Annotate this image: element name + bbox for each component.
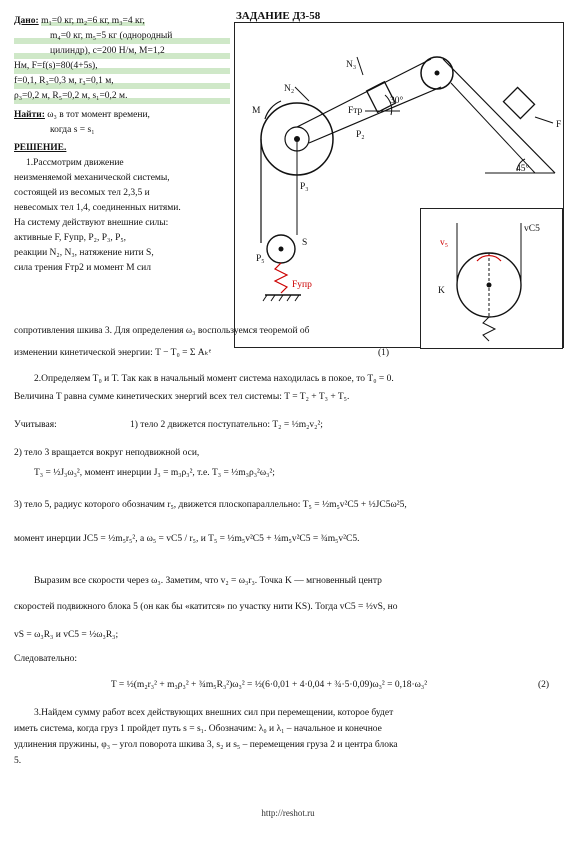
section-2-line-3: 1) тело 2 движется поступательно: T₂ = ½m₂v₂²;	[130, 420, 323, 430]
section-2-line-8: Выразим все скорости через ω₃. Заметим, что v₂ = ω₃r₃. Точка K — мгновенный центр	[34, 576, 382, 586]
velocity-inset	[420, 208, 563, 349]
section-3-line-1: 3.Найдем сумму работ всех действующих внешних сил при перемещении, которое будет	[34, 708, 394, 718]
find-text-2: когда s = s₁	[50, 125, 95, 135]
label-s: S	[302, 238, 308, 248]
solution-line-2: неизменяемой механической системы,	[14, 173, 170, 183]
section-3-line-3: удлинения пружины, φ₃ – угол поворота шкива 3, s₂ и s₅ – перемещения груза 2 и центра блока	[14, 740, 398, 750]
find-label: Найти:	[14, 110, 45, 120]
solution-line-7: реакции N₂, N₃, натяжение нити S,	[14, 248, 154, 258]
given-line-4: Нм, F=f(s)=80(4+5s),	[14, 59, 230, 74]
solution-line-5: На систему действуют внешние силы:	[14, 218, 169, 228]
eq-1-number: (1)	[378, 348, 390, 358]
section-2-line-9: скоростей подвижного блока 5 (он как бы «катится» по участку нити KS). Тогда vC5 = ½vS, но	[14, 602, 398, 612]
given-line-2: m₄=0 кг, m₅=5 кг (однородный	[14, 29, 230, 44]
label-p2: P₂	[356, 130, 365, 140]
solution-line-8: сила трения Fтр2 и момент M сил	[14, 263, 151, 273]
label-ftr: Fтр	[348, 106, 363, 116]
given-block	[14, 14, 230, 276]
solution-line-6: активные F, Fупр, P₂, P₃, P₅,	[14, 233, 127, 243]
given-line-5: f=0,1, R₃=0,3 м, r₃=0,1 м,	[14, 74, 230, 89]
label-angle-45: 45°	[516, 164, 530, 174]
section-2-line-6: 3) тело 5, радиус которого обозначим r₅, движется плоскопараллельно: T₅ = ½m₅v²C5 + ½JC5ω²5,	[14, 500, 407, 510]
section-3-line-2: иметь система, когда груз 1 пройдет путь s = s₁. Обозначим: λ₀ и λ₁ – начальное и конечное	[14, 724, 382, 734]
solution-line-9: сопротивления шкива 3. Для определения ω₃ воспользуемся теоремой об	[14, 326, 310, 336]
label-p5: P₅	[256, 254, 265, 264]
section-2-line-4: 2) тело 3 вращается вокруг неподвижной оси,	[14, 448, 200, 458]
label-fupr: Fупр	[292, 280, 312, 290]
given-line-1: m₁=0 кг, m₂=6 кг, m₃=4 кг,	[41, 16, 145, 26]
equation-2: T = ½(m₂r₃² + m₃ρ₃² + ¾m₅R₃²)ω₃² = ½(6·0,01 + 4·0,04 + ¾·5·0,09)ω₃² = 0,18·ω₃²	[110, 680, 428, 690]
section-2-line-10: vS = ω₃R₃ и vC5 = ½ω₃R₃;	[14, 630, 119, 640]
solution-line-4: невесомых тел 1,4, соединенных нитями.	[14, 203, 181, 213]
find-text: ω₃ в тот момент времени,	[47, 110, 150, 120]
section-2-line-2: Величина T равна сумме кинетических энергий всех тел системы: T = T₂ + T₃ + T₅.	[14, 392, 350, 402]
solution-label: РЕШЕНИЕ.	[14, 143, 67, 153]
footer-url[interactable]: http://reshot.ru	[261, 808, 315, 818]
solution-line-10: изменении кинетической энергии: T − T₀ = Σ Aₖᵉ	[14, 348, 212, 358]
solution-line-3: состоящей из весомых тел 2,3,5 и	[14, 188, 150, 198]
label-m: M	[252, 106, 261, 116]
section-2-line-11: Следовательно:	[14, 654, 77, 664]
label-p3: P₃	[300, 182, 309, 192]
label-n3: N₃	[346, 60, 357, 70]
given-line-3: цилиндр), c=200 Н/м, M=1,2	[14, 44, 230, 59]
task-title: ЗАДАНИЕ Д3-58	[236, 10, 321, 22]
section-2-given-label: Учитывая:	[14, 420, 57, 430]
label-vc5: vC5	[524, 224, 540, 234]
inset-diagram	[421, 209, 561, 347]
solution-line-1: 1.Рассмотрим движение	[26, 158, 124, 168]
label-f: F	[556, 120, 562, 130]
section-2-line-5: T₃ = ½J₃ω₃², момент инерции J₃ = m₃ρ₃², т.е. T₃ = ½m₃ρ₃²ω₃²;	[34, 468, 275, 478]
label-n2: N₂	[284, 84, 295, 94]
eq-2-number: (2)	[538, 680, 550, 690]
section-2-line-7: момент инерции JC5 = ½m₅r₅², а ω₅ = vC5 / r₅, и T₅ = ½m₅v²C5 + ¼m₅v²C5 = ¾m₅v²C5.	[14, 534, 360, 544]
given-label: Дано:	[14, 16, 39, 26]
section-3-line-4: 5.	[14, 756, 22, 766]
section-2-line-1: 2.Определяем T₀ и T. Так как в начальный момент система находилась в покое, то T₀ = 0.	[34, 374, 394, 384]
label-k: K	[438, 286, 445, 296]
label-v5: v₅	[440, 238, 449, 248]
given-line-6: ρ₃=0,2 м, R₅=0,2 м, s₁=0,2 м.	[14, 89, 230, 104]
label-angle-30: 30°	[390, 96, 404, 106]
